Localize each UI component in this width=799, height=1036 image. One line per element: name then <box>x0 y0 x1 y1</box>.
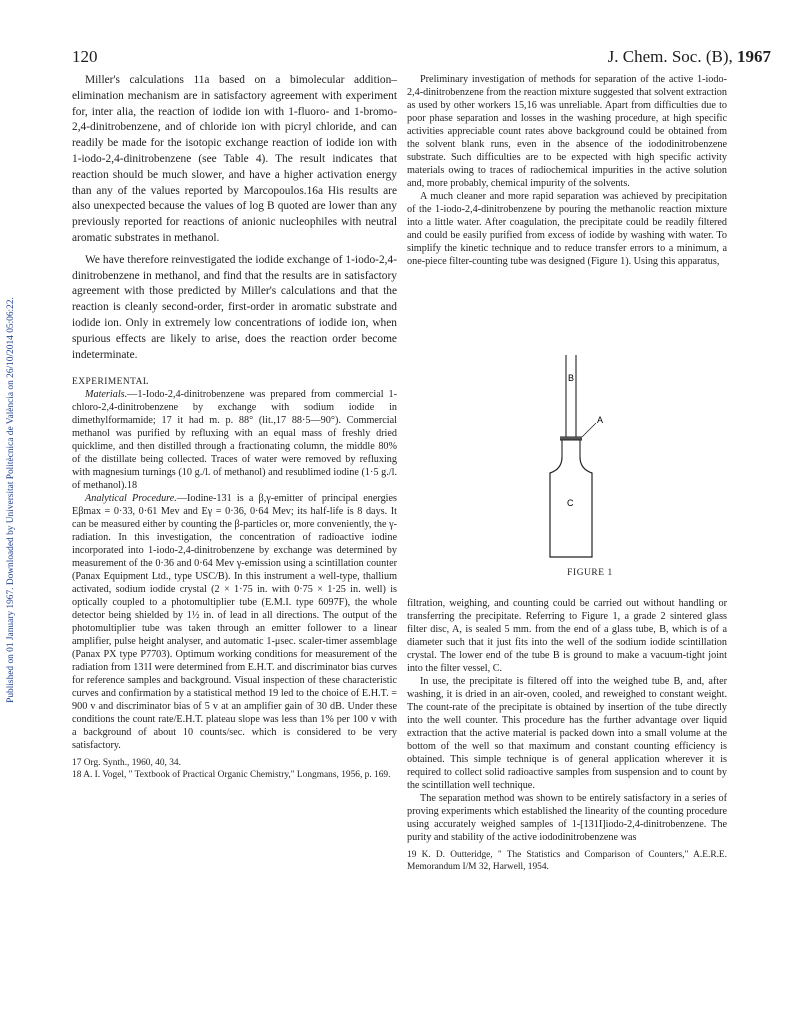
right-column-bottom <box>407 597 727 873</box>
journal-name: J. Chem. Soc. (B), <box>607 47 733 66</box>
right-paragraph-1: Preliminary investigation of methods for separation of the active 1-iodo-2,4-dinitrobenzene from the reaction mixture suggested that solvent extraction as used by other workers 15,16 was unreliable. Apart from difficulties due to poor phase separation and losses in the washing procedure, at high specific activities appreciable count rates above background could be obtained from the solvent blank runs, even in the absence of the iododinitrobenzene substrate. Such difficulties are to be expected with high specific activity materials owing to traces of radiochemical impurities in the active solution and, more probably, chemical impurity of the solvents. <box>407 74 727 189</box>
section-heading: EXPERIMENTAL <box>72 377 150 388</box>
figure-caption: FIGURE 1 <box>567 568 613 578</box>
filter-tube-figure <box>540 353 630 573</box>
figure-label-b: B <box>568 373 575 383</box>
page-header <box>72 47 771 69</box>
materials-text: —1-Iodo-2,4-dinitrobenzene was prepared from commercial 1-chloro-2,4-dinitrobenzene by exchange with sodium iodide in dimethylformamide; 17 it had m. p. 88° (lit.,17 88·5—90°). Commercial methanol was purified by refluxing with an equal mass of freshly dried quicklime, and then distilled through a fractionating column, the middle 80% of the distillate being collected. Traces of water were removed by refluxing with magnesium turnings (10 g./l. of methanol) and resublimed iodine (1·5 g./l. of methanol).18 <box>72 389 397 492</box>
analytical-text: —Iodine-131 is a β,γ-emitter of principal energies Eβmax = 0·33, 0·61 Mev and Eγ = 0·36, 0·64 Mev; its half-life is 8 days. It can be measured either by counting the β-particles or, more conveniently, the γ-radiation. In this investigation, the concentration of radioactive iodine incorporated into 1-iodo-2,4-dinitrobenzene by exchange was determined by measurement of the 0·36 and 0·64 Mev γ-emission using a scintillation counter (Panax Equipment Ltd., type USC/B). In this instrument a well-type, thallium activated, sodium iodide crystal (2 × 1·75 in. with 0·75 × 1·25 in. well) is optically coupled to a photomultiplier tube (E.M.I. type 6097F), the whole detector being shielded by 1½ in. of lead in all directions. The output of the photomultiplier tube was taken through an emitter follower to a linear amplifier, pulse height analyser, and automatic 1-μsec. scaler-timer assemblage (Panax PX type P7703). Optimum working conditions for measurement of the radiation from 131I were determined from E.H.T. and discriminator bias curves for reference samples and background. Visual inspection of these characteristic curves and confirmation by a statistical method 19 led to the choice of E.H.T. = 900 v and discriminator bias of 5 v at an amplifier gain of 30 dB. Under these conditions the count rate/E.H.T. plateau slope was less than 1% per 100 v with a background of about 10 counts/sec. which is considered to be very satisfactory. <box>72 493 397 752</box>
right-paragraph-3: filtration, weighing, and counting could be carried out without handling or transferring the precipitate. Referring to Figure 1, a grade 2 sintered glass filter disc, A, is sealed 5 mm. from the end of a glass tube, B, which is of a diameter such that it just fits into the well of the sodium iodide scintillation crystal. The lower end of the tube B is ground to make a vacuum-tight joint into the filter vessel, C. <box>407 598 727 674</box>
analytical-title: Analytical Procedure. <box>85 493 177 505</box>
materials-title: Materials. <box>85 389 128 401</box>
left-paragraph-2: We have therefore reinvestigated the iodide exchange of 1-iodo-2,4-dinitrobenzene in methanol, and find that the results are in satisfactory agreement with those predicted by Miller's calculations and that the reaction is cleanly second-order, first-order in aromatic substrate and iodide ion. Only in extremely low concentrations of iodide ion, when spurious effects are likely to arise, does the reaction order become indeterminate. <box>72 253 397 361</box>
page-number: 120 <box>72 47 98 66</box>
download-watermark-text: Published on 01 January 1967. Downloaded by Universitat Politècnica de València on 26/10/2014 05:06:22. <box>6 297 16 703</box>
analytical-paragraph <box>72 492 397 752</box>
right-column-top <box>407 73 727 268</box>
download-watermark <box>0 120 22 880</box>
right-paragraph-4: In use, the precipitate is filtered off into the weighed tube B, and, after washing, it is dried in an air-oven, cooled, and reweighed to constant weight. The count-rate of the precipitate is obtained by insertion of the tube directly into the well counter. This procedure has the further advantage over liquid extraction that the active material is packed down into a small volume at the bottom of the well so that maximum and constant counting efficiency is obtained. This simple technique is of general application wherever it is required to collect solid radioactive samples from suspension and to count by the scintillation well technique. <box>407 676 727 791</box>
left-column <box>72 73 397 782</box>
right-paragraph-2: A much cleaner and more rapid separation was achieved by precipitation of the 1-iodo-2,4-dinitrobenzene by pouring the methanolic reaction mixture into a little water. After coagulation, the precipitate could be readily filtered and could be easily purified from excess of iodide by washing with water. To simplify the kinetic technique and to reduce transfer errors to a minimum, a one-piece filter-counting tube was designed (Figure 1). Using this apparatus, <box>407 191 727 267</box>
materials-paragraph <box>72 388 397 492</box>
figure-label-a: A <box>597 415 604 425</box>
footnote-18: 18 A. I. Vogel, " Textbook of Practical Organic Chemistry," Longmans, 1956, p. 169. <box>72 769 391 780</box>
journal-year: 1967 <box>737 47 771 66</box>
figure-label-c: C <box>567 498 574 508</box>
footnote-17: 17 Org. Synth., 1960, 40, 34. <box>72 758 181 769</box>
left-paragraph-1: Miller's calculations 11a based on a bimolecular addition–elimination mechanism are in satisfactory agreement with experiment for, inter alia, the reaction of iodide ion with 1-fluoro- and 1-bromo-2,4-dinitrobenzene, and of chloride ion with picryl chloride, and can readily be made for the isotopic exchange reaction of iodide ion with 1-iodo-2,4-dinitrobenzene (see Table 4). The result indicates that reaction should be much slower, and have a higher activation energy than any of the values reported by Marcopoulos.16a His results are also unexpected because the values of log B quoted are lower than any previously reported for reactions of anionic nucleophiles with neutral aromatic substrates in methanol. <box>72 74 397 244</box>
running-title <box>608 47 771 67</box>
right-paragraph-5: The separation method was shown to be entirely satisfactory in a series of proving experiments which established the linearity of the counting procedure using accurately weighed samples of 1-[131I]iodo-2,4-dinitrobenzene. The purity and stability of the active iododinitrobenzene was <box>407 793 727 843</box>
footnote-19: 19 K. D. Outteridge, " The Statistics and Comparison of Counters," A.E.R.E. Memorandum I/M 32, Harwell, 1954. <box>407 850 727 872</box>
